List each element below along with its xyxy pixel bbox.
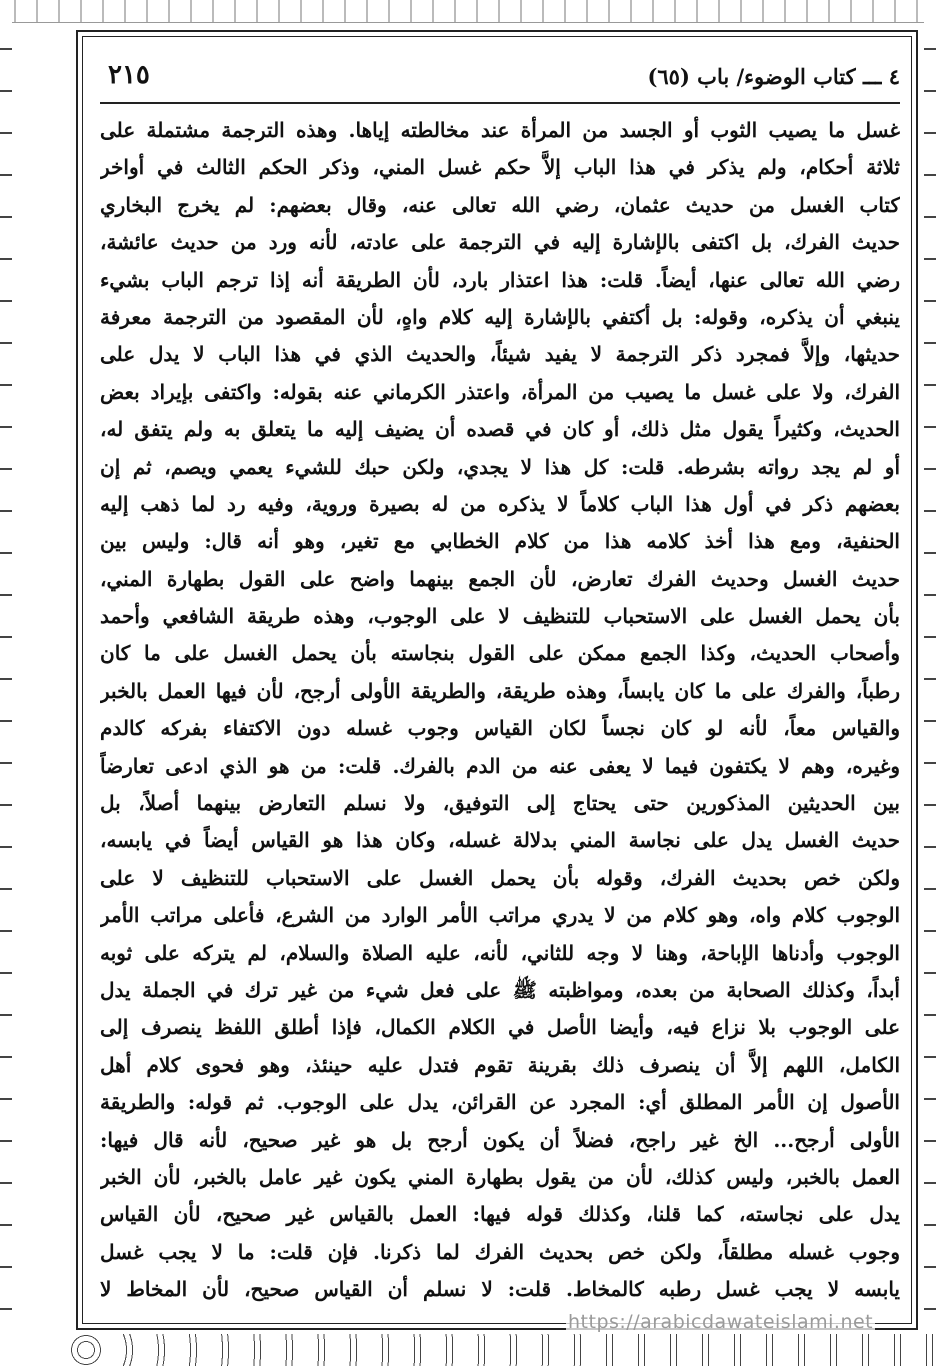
- text-line: الوجوب كلام واه، وهو كلام من لا يدري مراتب الأمر الوارد من الشرع، فأعلى مراتب الأمر: [100, 903, 900, 928]
- text-line: حديث الغسل يدل على نجاسة المني بدلالة غسله، وكان هذا هو القياس أيضاً في يابسه،: [100, 828, 900, 853]
- decorative-border-left: [0, 22, 12, 1342]
- text-line: على الوجوب بلا نزاع فيه، وأيضا الأصل في الكلام الكمال، فإذا أطلق اللفظ ينصرف إلى: [100, 1015, 900, 1040]
- text-line: يدل على نجاسته، كما قلنا، وكذلك قوله فيها: العمل بالقياس غير صحيح، لأن القياس: [100, 1202, 900, 1227]
- text-line: وغيره، وهم لا يكتفون فيما لا يعفى عنه من الدم بالفرك. قلت: من هو الذي ادعى تعارضاً: [100, 753, 900, 778]
- text-line: يابسه لا يجب غسل رطبه كالمخاط. قلت: لا نسلم أن القياس صحيح، لأن المخاط لا: [100, 1277, 900, 1302]
- decorative-border-top: [0, 0, 936, 23]
- text-line: بأن يحمل الغسل على الاستحباب للتنظيف لا على الوجوب، وهذه طريقة الشافعي وأحمد: [100, 604, 900, 629]
- text-line: العمل بالخبر، وليس كذلك، لأن من يقول بطهارة المني يكون غير عامل بالخبر، لأن الخبر: [100, 1164, 900, 1189]
- text-line: كتاب الغسل من حديث عثمان، رضي الله تعالى عنه، وقال بعضهم: لم يخرج البخاري: [100, 192, 900, 217]
- text-line: الأولى أرجح... الخ غير راجح، فضلاً أن يكون أرجح بل هو غير صحيح، لأنه قال فيها:: [100, 1127, 900, 1152]
- header-divider: [100, 102, 900, 104]
- decorative-border-bottom: [70, 1334, 936, 1366]
- text-line: وجوب غسله مطلقاً، ولكن خص بحديث الفرك لما ذكرنا. فإن قلت: ما لا يجب غسل: [100, 1239, 900, 1264]
- page-header: [100, 56, 900, 100]
- text-line: الحديث، وكثيراً يقول مثل ذلك، أو كان في قصده أن يضيف إليه ما يتعلق به ولم يتفق له،: [100, 417, 900, 442]
- text-line: بعضهم ذكر في أول هذا الباب كلاماً لا يذكره من له بصيرة وروية، وفيه رد لما ذهب إليه: [100, 491, 900, 516]
- chapter-title: ٤ ـــ كتاب الوضوء/ باب (٦٥): [647, 64, 900, 89]
- page-number: ٢١٥: [108, 60, 150, 90]
- text-line: الفرك، ولا على غسل ما يصيب من المرأة، واعتذر الكرماني عنه بقوله: واكتفى بإيراد بعض: [100, 379, 900, 404]
- text-line: رطباً، والفرك على ما كان يابساً، وهذه طريقة، والطريقة الأولى أرجح، لأن فيها العمل بالخبر: [100, 678, 900, 703]
- body-text: [100, 112, 900, 1316]
- text-line: ينبغي أن يذكره، وقوله: بل أكتفي بالإشارة إليه كلام واهٍ، لأن المقصود من الترجمة معرفة: [100, 304, 900, 329]
- text-line: ثلاثة أحكام، ولم يذكر في هذا الباب إلاَّ حكم غسل المني، وذكر الحكم الثالث في أواخر: [100, 155, 900, 180]
- text-line: أبداً، وكذلك الصحابة من بعده، ومواظبته ﷺ على فعل شيء من غير ترك في الجملة يدل: [100, 977, 900, 1002]
- text-line: الأصول إن الأمر المطلق أي: المجرد عن القرائن، يدل على الوجوب. ثم قوله: والطريقة: [100, 1090, 900, 1115]
- decorative-border-right: [924, 22, 936, 1342]
- text-line: بين الحديثين المذكورين حتى يحتاج إلى التوفيق، ولا نسلم التعارض بينهما أصلاً، بل: [100, 791, 900, 816]
- text-line: غسل ما يصيب الثوب أو الجسد من المرأة عند مخالطته إياها. وهذه الترجمة مشتملة على: [100, 118, 900, 142]
- text-line: الكامل، اللهم إلاَّ أن ينصرف ذلك بقرينة تقوم فتدل عليه حينئذ، وهو فحوى كلام أهل: [100, 1052, 900, 1077]
- text-line: وأصحاب الحديث، وكذا الجمع ممكن على القول بنجاسته بأن يحمل الغسل على ما كان: [100, 641, 900, 666]
- text-line: حديثها، وإلاَّ فمجرد ذكر الترجمة لا يفيد شيئاً، والحديث الذي في هذا الباب لا يدل على: [100, 342, 900, 367]
- text-line: حديث الغسل وحديث الفرك تعارض، لأن الجمع بينهما واضح على القول بطهارة المني،: [100, 566, 900, 591]
- text-line: ولكن خص بحديث الفرك، وقوله بأن يحمل الغسل على الاستحباب للتنظيف لا على: [100, 865, 900, 890]
- text-line: حديث الفرك، بل اكتفى بالإشارة إليه في الترجمة على عادته، لأنه ورد من حديث عائشة،: [100, 230, 900, 255]
- text-line: والقياس معاً، لأنه لو كان نجساً لكان القياس وجوب غسله دون الاكتفاء بفركه كالدم: [100, 716, 900, 741]
- watermark-url: https://arabicdawateislami.net: [568, 1311, 874, 1333]
- text-line: الوجوب وأدناها الإباحة، وهنا لا وجه للثاني، لأنه، عليه الصلاة والسلام، لم يتركه على ثوبه: [100, 940, 900, 965]
- text-line: أو لم يجد رواته بشرطه. قلت: كل هذا لا يجدي، ولكن حبك للشيء يعمي ويصم، ثم إن: [100, 454, 900, 479]
- text-line: الحنفية، ومع هذا أخذ كلامه هذا من كلام الخطابي مع تغير، وهو أنه قال: وليس بين: [100, 529, 900, 554]
- text-line: رضي الله تعالى عنها، أيضاً. قلت: هذا اعتذار بارد، لأن الطريقة أنه إذا ترجم الباب بشيء: [100, 267, 900, 292]
